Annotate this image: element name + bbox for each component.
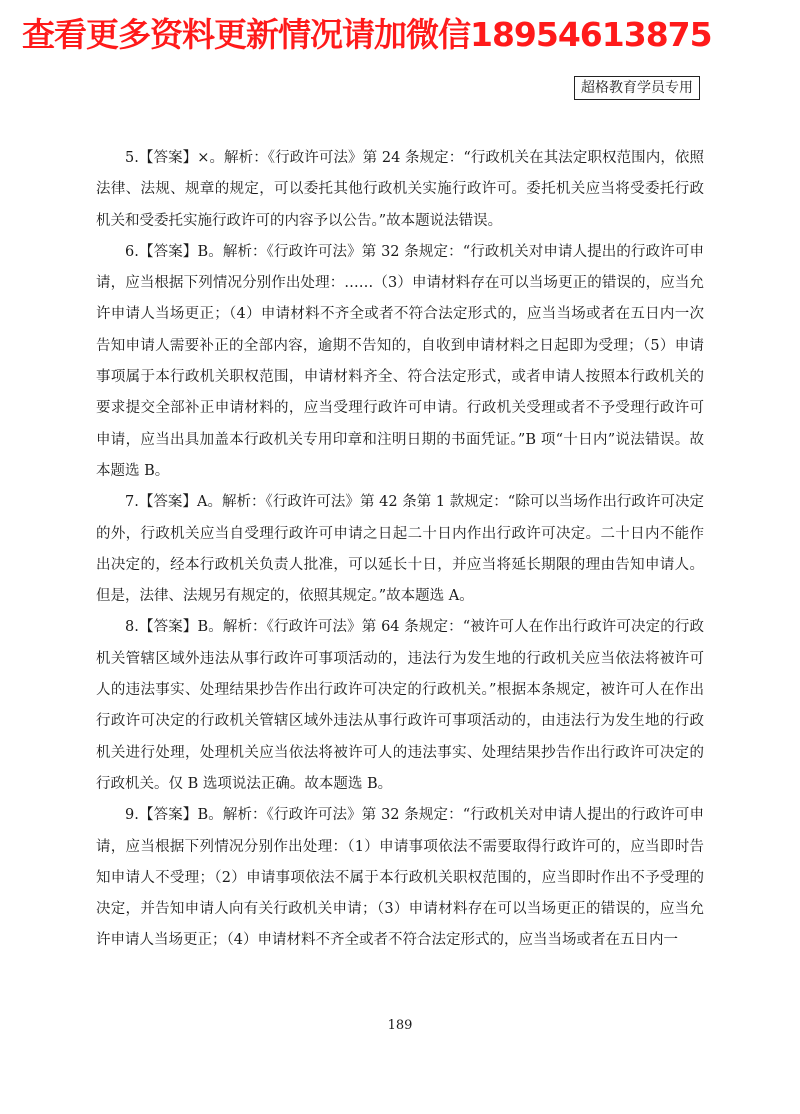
answer-item-8 (96, 612, 704, 800)
answer-number: 8. (125, 619, 139, 636)
page-number: 189 (387, 1018, 413, 1033)
answer-item-9 (96, 800, 704, 956)
answer-item-5 (96, 143, 704, 237)
watermark-banner: 查看更多资料更新情况请加微信18954613875 (22, 15, 712, 54)
answer-text: A。解析：《行政许可法》第 42 条第 1 款规定：“除可以当场作出行政许可决定的外，行政机关应当自受理行政许可申请之日起二十日内作出行政许可决定。二十日内不能作出决定的，经本行政机关负责人批准，可以延长十日，并应当将延长期限的理由告知申请人。但是，法律、法规另有规定的，依照其规定。”故本题选 A。 (96, 494, 705, 605)
answer-number: 5. (125, 150, 139, 166)
answer-number: 7. (125, 494, 139, 511)
answer-text: B。解析：《行政许可法》第 32 条规定：“行政机关对申请人提出的行政许可申请，应当根据下列情况分别作出处理：……（3）申请材料存在可以当场更正的错误的，应当允许申请人当场更正；（4）申请材料不齐全或者不符合法定形式的，应当当场或者在五日内一次告知申请人需要补正的全部内容，逾期不告知的，自收到申请材料之日起即为受理；（5）申请事项属于本行政机关职权范围，申请材料齐全、符合法定形式，或者申请人按照本行政机关的要求提交全部补正申请材料的，应当受理行政许可申请。行政机关受理或者不予受理行政许可申请，应当出具加盖本行政机关专用印章和注明日期的书面凭证。”B 项“十日内”说法错误。故本题选 B。 (96, 243, 705, 479)
answer-number: 9. (125, 807, 139, 824)
answer-label: 【答案】 (138, 150, 198, 166)
answer-text: ×。解析：《行政许可法》第 24 条规定：“行政机关在其法定职权范围内，依照法律、法规、规章的规定，可以委托其他行政机关实施行政许可。委托机关应当将受委托行政机关和受委托实施行政许可的内容予以公告。”故本题说法错误。 (96, 150, 705, 229)
answer-item-6 (96, 237, 704, 487)
answer-text: B。解析：《行政许可法》第 32 条规定：“行政机关对申请人提出的行政许可申请，应当根据下列情况分别作出处理：（1）申请事项依法不需要取得行政许可的，应当即时告知申请人不受理；（2）申请事项依法不属于本行政机关职权范围的，应当即时作出不予受理的决定，并告知申请人向有关行政机关申请；（3）申请材料存在可以当场更正的错误的，应当允许申请人当场更正；（4）申请材料不齐全或者不符合法定形式的，应当当场或者在五日内一 (96, 807, 705, 949)
answer-number: 6. (125, 243, 139, 260)
answer-label: 【答案】 (138, 494, 197, 511)
student-exclusive-badge: 超格教育学员专用 (574, 76, 700, 100)
answer-text: B。解析：《行政许可法》第 64 条规定：“被许可人在作出行政许可决定的行政机关管辖区域外违法从事行政许可事项活动的，违法行为发生地的行政机关应当依法将被许可人的违法事实、处理结果抄告作出行政许可决定的行政机关。”根据本条规定，被许可人在作出行政许可决定的行政机关管辖区域外违法从事行政许可事项活动的，由违法行为发生地的行政机关进行处理，处理机关应当依法将被许可人的违法事实、处理结果抄告作出行政许可决定的行政机关。仅 B 选项说法正确。故本题选 B。 (96, 619, 705, 792)
answer-label: 【答案】 (138, 243, 198, 260)
answer-item-7 (96, 487, 704, 612)
answer-label: 【答案】 (138, 619, 198, 636)
answer-label: 【答案】 (138, 807, 198, 824)
answer-explanations (96, 143, 704, 957)
